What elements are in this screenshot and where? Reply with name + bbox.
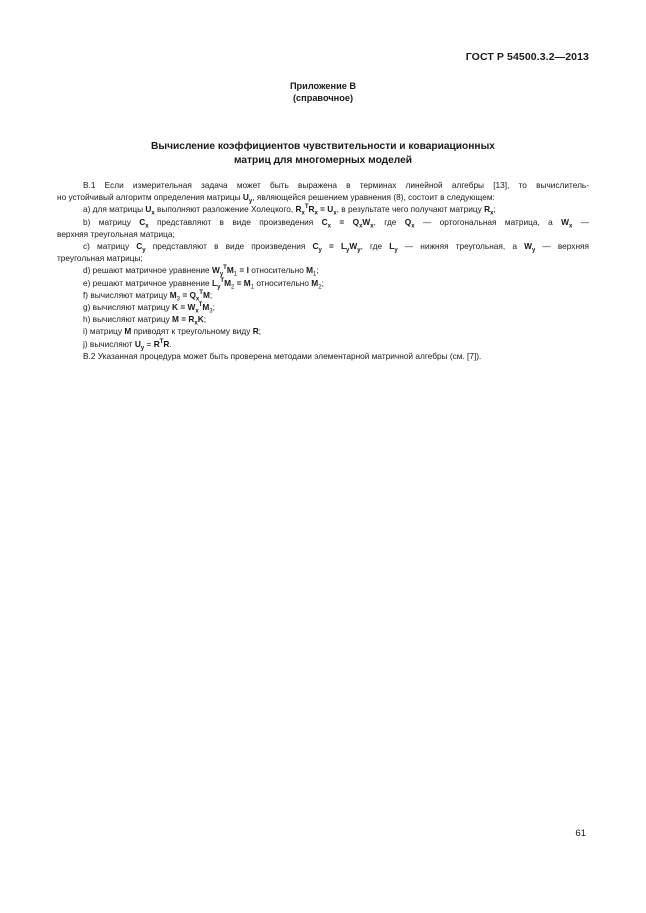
title-line-2: матриц для многомерных моделей xyxy=(233,154,413,166)
section-title xyxy=(0,140,646,167)
step-c: с) матрицу $C_y$ представляют в виде произведения $C_y = L_yW_y$, где $L_y$ — нижняя треугольная, а $W_y$ — верхняя xyxy=(83,241,590,254)
step-b-line2: верхняя треугольная матрица; xyxy=(57,228,175,239)
standard-number: ГОСТ Р 54500.3.2—2013 xyxy=(465,51,589,63)
paragraph-b2: В.2 Указанная процедура может быть проверена методами элементарной матричной алгебры (см. [7]). xyxy=(83,350,482,361)
step-i: i) матрицу M приводят к треугольному виду R; xyxy=(83,326,262,337)
paragraph-b1-line1: В.1 Если измерительная задача может быть выражена в терминах линейной алгебры [13], то вычислитель- xyxy=(83,180,589,190)
title-line-1: Вычисление коэффициентов чувствительности и ковариационных xyxy=(151,141,495,152)
step-a: а) для матрицы $U_x$ выполняют разложение Холецкого, $R_x^TR_x = U_x$, в результате чего получают матрицу $R_x$; xyxy=(83,204,496,218)
step-d: d) решают матричное уравнение $W_y^TM_1 = I$ относительно $M_1$; xyxy=(83,265,319,279)
step-g: g) вычисляют матрицу $K = W_x^TM_3$; xyxy=(83,302,215,315)
annex-label: Приложение В xyxy=(289,81,357,91)
step-h: h) вычисляют матрицу $M = R_xK$; xyxy=(83,314,207,327)
step-c-line2: треугольная матрицы; xyxy=(57,253,143,264)
page-number: 61 xyxy=(575,828,586,839)
step-e: е) решают матричное уравнение $L_y^TM_2 = M_1$ относительно $M_2$; xyxy=(83,277,324,291)
step-f: f) вычисляют матрицу $M_3 = Q_x^TM$; xyxy=(83,289,213,303)
annex-heading xyxy=(0,80,646,104)
step-b: b) матрицу $C_x$ представляют в виде произведения $C_x = Q_xW_x$, где $Q_x$ — ортогональная матрица, а $W_x$ — xyxy=(83,216,589,230)
body-text xyxy=(57,179,589,362)
step-j: j) вычисляют $U_y = R^TR$. xyxy=(83,338,172,352)
annex-type: (справочное) xyxy=(292,93,353,103)
paragraph-b1-line2: но устойчивый алгоритм определения матрицы $U_y$, являющейся решением уравнения (8), состоит в следующем: xyxy=(57,192,495,205)
